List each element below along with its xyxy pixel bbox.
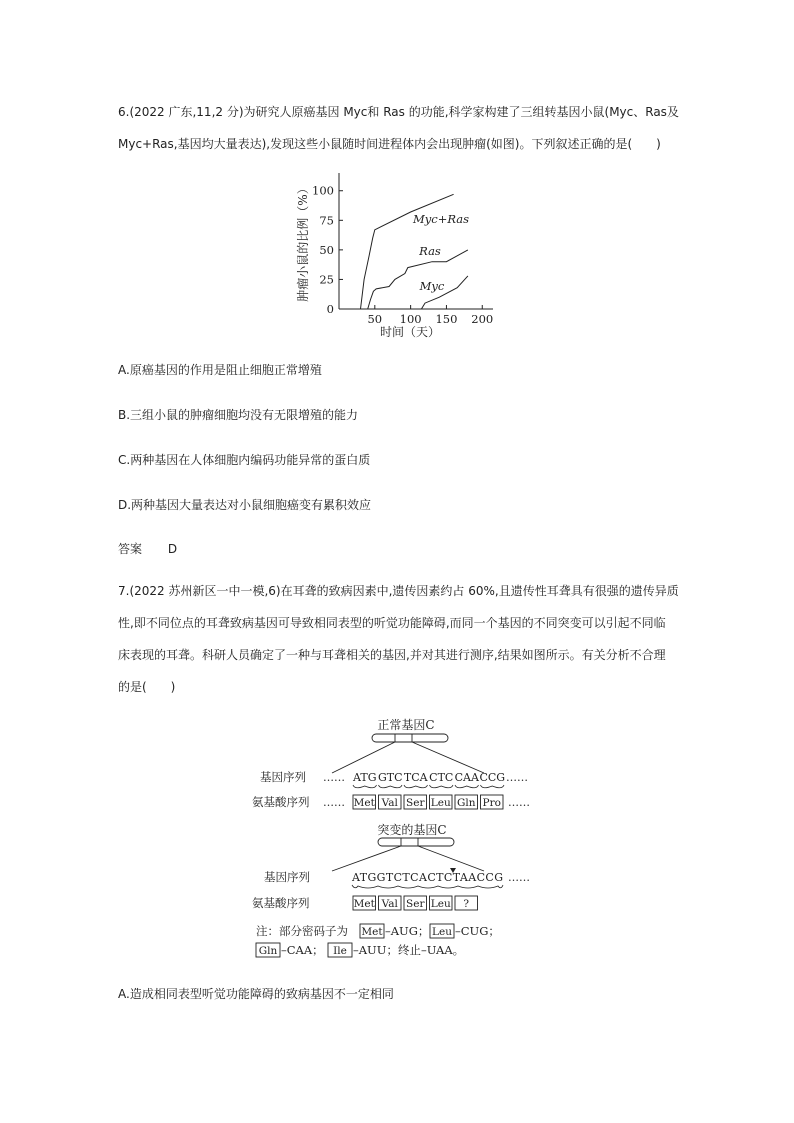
codon-text: CAA — [454, 771, 479, 784]
codon-text: ATG — [353, 771, 377, 784]
normal-seq-dots-left: …… — [323, 771, 345, 784]
codon-text: GTC — [377, 771, 403, 784]
amino-acid-label: Ser — [406, 797, 425, 809]
codon-brace — [481, 785, 505, 788]
mutant-seq-dots: …… — [508, 871, 530, 884]
q7-stem-line-3: 床表现的耳聋。科研人员确定了一种与耳聋相关的基因,并对其进行测序,结果如图所示。有关分析不合理 — [118, 648, 666, 662]
series-line-ras — [368, 250, 468, 309]
series-label: Myc+Ras — [412, 212, 470, 226]
mutant-seq-label: 基因序列 — [264, 870, 310, 884]
chart-x-tick-label: 150 — [435, 312, 458, 326]
tumor-ratio-chart — [296, 168, 526, 343]
chart-y-tick-label: 0 — [326, 302, 334, 316]
normal-seq-dots-right: …… — [506, 771, 528, 784]
normal-gene-title: 正常基因C — [377, 718, 435, 732]
q6-option-b[interactable]: B.三组小鼠的肿瘤细胞均没有无限增殖的能力 — [118, 408, 359, 422]
chart-xlabel: 时间（天） — [379, 325, 441, 339]
q6-option-c[interactable]: C.两种基因在人体细胞内编码功能异常的蛋白质 — [118, 453, 371, 467]
codon-note-codon: –AUG； — [385, 924, 430, 938]
answer-value: D — [167, 542, 178, 556]
q6-option-a[interactable]: A.原癌基因的作用是阻止细胞正常增殖 — [118, 363, 322, 377]
answer-label: 答案 — [118, 542, 143, 556]
codon-brace — [430, 785, 454, 788]
codon-note-codon: –CAA； — [281, 943, 324, 957]
codon-brace — [379, 785, 403, 788]
codon-note-codon: –AUU；终止–UAA。 — [353, 943, 465, 957]
codon-brace — [353, 785, 377, 788]
amino-acid-label: Met — [353, 797, 375, 809]
chart-y-tick-label: 75 — [319, 213, 334, 228]
chromosome-normal-icon — [332, 734, 484, 773]
codon-text: CTC — [429, 771, 454, 784]
gene-sequence-figure — [252, 715, 552, 960]
chart-x-tick-label: 100 — [399, 312, 422, 326]
amino-acid-label: Ser — [406, 898, 425, 910]
chart-y-tick-label: 50 — [319, 242, 334, 257]
normal-aa-dots-left: …… — [323, 796, 345, 809]
normal-aa-label: 氨基酸序列 — [252, 795, 310, 809]
amino-acid-label: ? — [463, 898, 470, 910]
codon-note-aa: Met — [361, 926, 383, 938]
q7-stem-line-1: 7.(2022 苏州新区一中一模,6)在耳聋的致病因素中,遗传因素约占 60%,且遗传性耳聋具有很强的遗传异质 — [118, 584, 679, 598]
note-prefix: 注：部分密码子为 — [256, 924, 348, 938]
amino-acid-label: Pro — [482, 797, 501, 809]
amino-acid-label: Leu — [430, 898, 451, 910]
q6-option-d[interactable]: D.两种基因大量表达对小鼠细胞癌变有累积效应 — [118, 498, 372, 512]
series-label: Myc — [419, 279, 445, 293]
chromosome-mutant-icon — [332, 838, 484, 871]
codon-brace — [455, 785, 479, 788]
codon-note-aa: Ile — [333, 945, 347, 957]
q7-option-a[interactable]: A.造成相同表型听觉功能障碍的致病基因不一定相同 — [118, 987, 394, 1001]
chart-ylabel: 肿瘤小鼠的比例（%） — [296, 182, 310, 302]
codon-text: TCA — [403, 771, 428, 784]
chart-x-tick-label: 50 — [367, 312, 383, 326]
q6-stem-line-1: 6.(2022 广东,11,2 分)为研究人原癌基因 Myc和 Ras 的功能,科学家构建了三组转基因小鼠(Myc、Ras及 — [118, 105, 679, 119]
codon-text: CCG — [479, 771, 506, 784]
mutant-gene-title: 突变的基因C — [377, 823, 447, 837]
amino-acid-label: Val — [381, 797, 398, 809]
amino-acid-label: Val — [381, 898, 398, 910]
mutant-aa-label: 氨基酸序列 — [252, 896, 310, 910]
series-label: Ras — [419, 244, 441, 258]
amino-acid-label: Leu — [430, 797, 451, 809]
chart-x-tick-label: 200 — [471, 312, 494, 326]
codon-brace — [404, 785, 428, 788]
normal-aa-dots-right: …… — [508, 796, 530, 809]
chart-y-tick-label: 25 — [319, 272, 334, 287]
q7-stem-line-4: 的是( ) — [118, 680, 176, 694]
amino-acid-label: Met — [353, 898, 375, 910]
normal-seq-label: 基因序列 — [260, 770, 306, 784]
amino-acid-label: Gln — [456, 797, 476, 809]
codon-note-aa: Gln — [258, 945, 278, 957]
codon-note-aa: Leu — [432, 926, 452, 938]
q7-stem-line-2: 性,即不同位点的耳聋致病基因可导致相同表型的听觉功能障碍,而同一个基因的不同突变可以引起不同临 — [118, 616, 666, 630]
q6-stem-line-2: Myc+Ras,基因均大量表达),发现这些小鼠随时间进程体内会出现肿瘤(如图)。下列叙述正确的是( ) — [118, 137, 661, 151]
mutant-seq: ATGGTCTCACTCTAACCG — [352, 871, 503, 884]
codon-note-codon: –CUG； — [455, 924, 500, 938]
mutant-seq-brace — [352, 885, 503, 888]
q6-answer — [118, 540, 177, 557]
chart-y-tick-label: 100 — [312, 183, 334, 198]
